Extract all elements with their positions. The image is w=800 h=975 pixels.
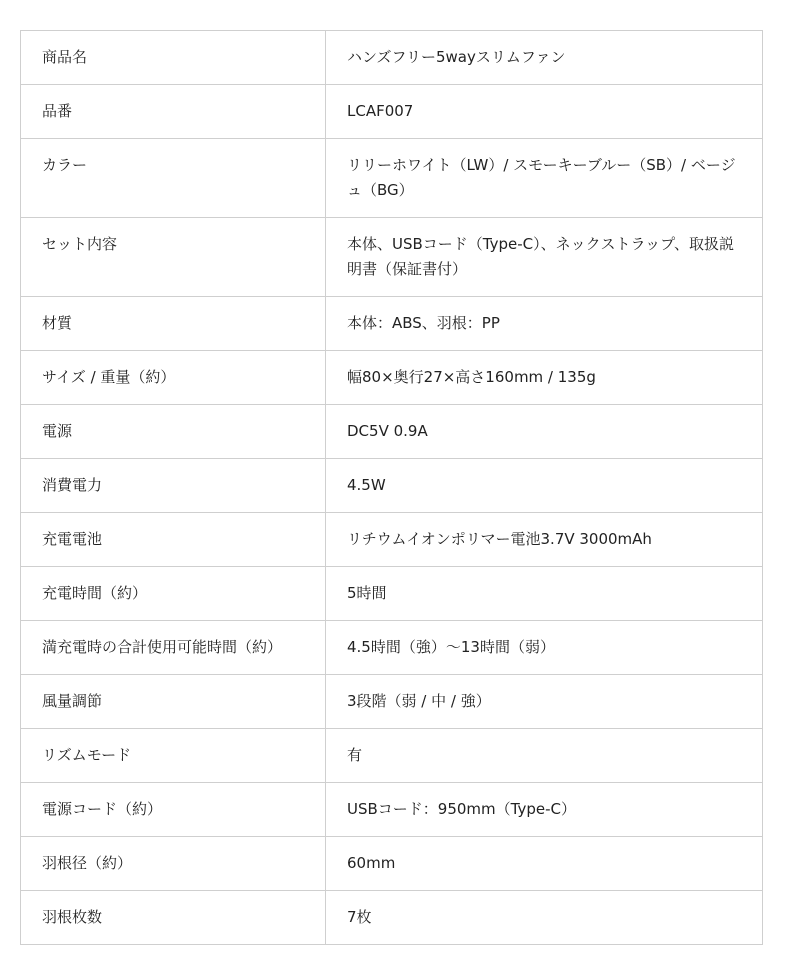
spec-label-cell [21,783,326,837]
spec-value: リチウムイオンポリマー電池3.7V 3000mAh [347,530,652,548]
spec-value: 本体、USBコード（Type-C）、ネックストラップ、取扱説明書（保証書付） [347,235,734,278]
spec-value: リリーホワイト（LW）/ スモーキーブルー（SB）/ ベージュ（BG） [347,156,736,199]
spec-value-cell [326,297,763,351]
spec-label-cell [21,405,326,459]
spec-value: 5時間 [347,584,387,602]
spec-label-cell [21,729,326,783]
spec-label: セット内容 [42,235,118,253]
spec-value-cell [326,139,763,218]
spec-label: 材質 [42,314,73,332]
spec-label-cell [21,567,326,621]
spec-table [20,30,763,945]
spec-value-cell [326,891,763,945]
spec-row-model-number [21,85,763,139]
spec-value: ハンズフリー5wayスリムファン [347,48,566,66]
spec-label: 商品名 [42,48,88,66]
spec-label: 電源コード（約） [42,800,163,818]
spec-value: 7枚 [347,908,372,926]
spec-row-contents [21,218,763,297]
spec-value-cell [326,218,763,297]
spec-value: 有 [347,746,363,764]
spec-row-charge-time [21,567,763,621]
spec-label-cell [21,621,326,675]
spec-value: 4.5時間（強）〜13時間（弱） [347,638,555,656]
spec-value: 60mm [347,854,396,872]
spec-value-cell [326,837,763,891]
spec-value-cell [326,675,763,729]
spec-row-color [21,139,763,218]
spec-row-material [21,297,763,351]
spec-value-cell [326,783,763,837]
spec-value-cell [326,729,763,783]
spec-value-cell [326,459,763,513]
spec-label: カラー [42,156,88,174]
spec-row-power-consumption [21,459,763,513]
spec-label: サイズ / 重量（約） [42,368,176,386]
spec-label-cell [21,513,326,567]
spec-label-cell [21,297,326,351]
spec-value-cell [326,567,763,621]
spec-value: 4.5W [347,476,386,494]
spec-label-cell [21,351,326,405]
spec-value: 幅80×奥行27×高さ160mm / 135g [347,368,596,386]
spec-value-cell [326,351,763,405]
spec-value: LCAF007 [347,102,414,120]
spec-value: 3段階（弱 / 中 / 強） [347,692,491,710]
spec-label: 羽根枚数 [42,908,103,926]
spec-label-cell [21,31,326,85]
spec-label-cell [21,85,326,139]
spec-value-cell [326,405,763,459]
spec-value-cell [326,621,763,675]
spec-row-rhythm-mode [21,729,763,783]
spec-row-power-source [21,405,763,459]
spec-row-battery [21,513,763,567]
spec-label: 充電時間（約） [42,584,148,602]
spec-row-usage-time [21,621,763,675]
spec-label: 風量調節 [42,692,103,710]
spec-value-cell [326,31,763,85]
spec-value: USBコード：950mm（Type-C） [347,800,576,818]
spec-row-product-name [21,31,763,85]
spec-row-blade-diameter [21,837,763,891]
spec-row-power-cord [21,783,763,837]
spec-label: リズムモード [42,746,132,764]
spec-value-cell [326,513,763,567]
spec-label: 羽根径（約） [42,854,133,872]
spec-label-cell [21,837,326,891]
spec-label: 品番 [42,102,73,120]
spec-value-cell [326,85,763,139]
spec-value: DC5V 0.9A [347,422,428,440]
spec-label-cell [21,891,326,945]
spec-row-size-weight [21,351,763,405]
spec-label-cell [21,459,326,513]
spec-label: 満充電時の合計使用可能時間（約） [42,638,283,656]
spec-value: 本体：ABS、羽根：PP [347,314,500,332]
spec-row-blade-count [21,891,763,945]
spec-label-cell [21,139,326,218]
spec-label: 電源 [42,422,73,440]
spec-label: 充電電池 [42,530,103,548]
spec-label-cell [21,675,326,729]
spec-row-airflow-control [21,675,763,729]
spec-label-cell [21,218,326,297]
spec-label: 消費電力 [42,476,103,494]
